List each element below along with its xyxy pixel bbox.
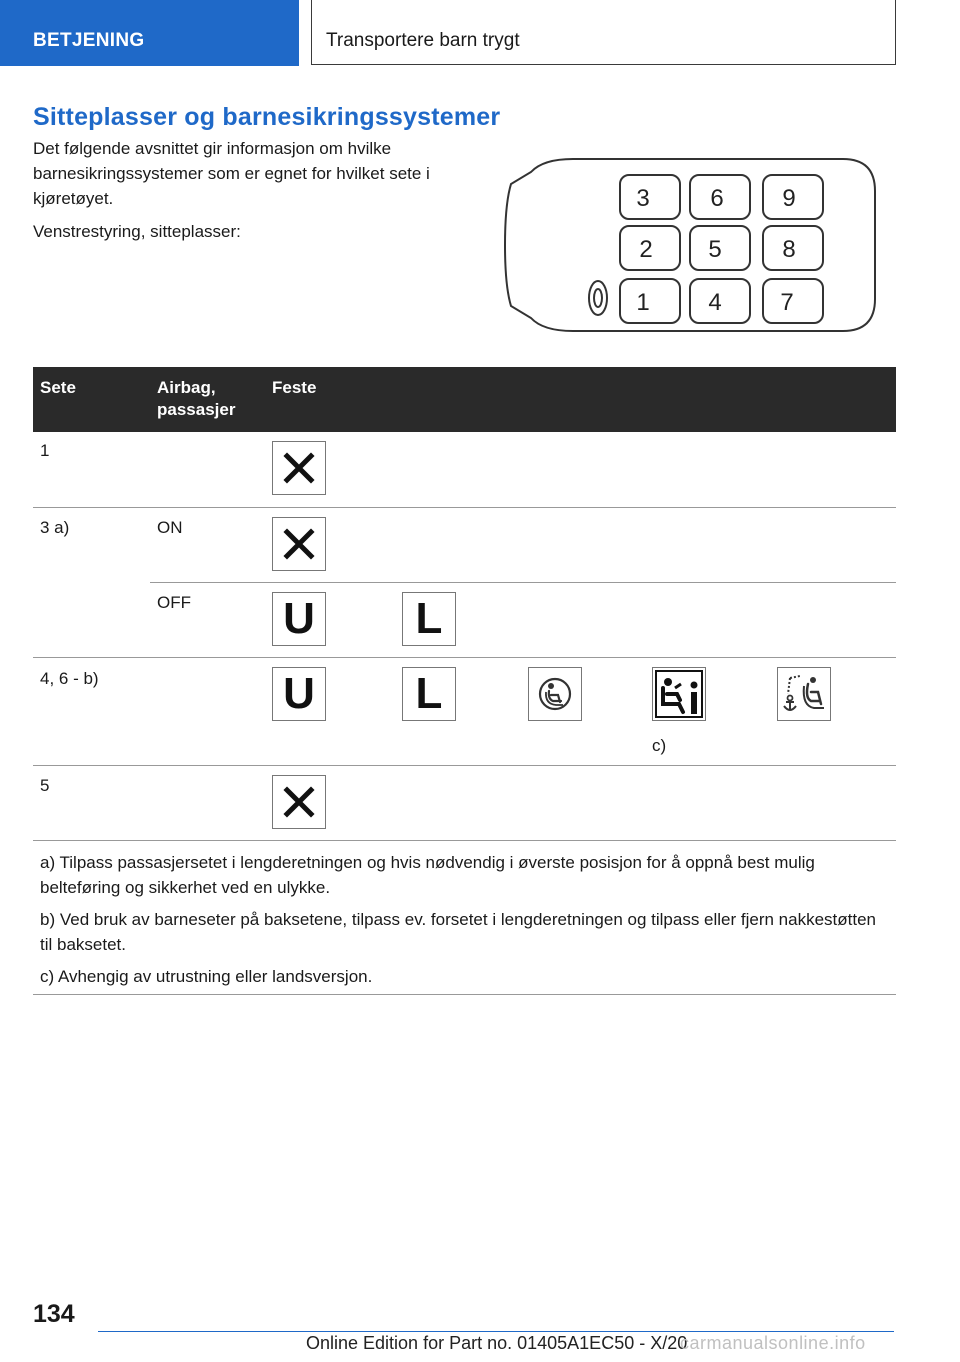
isofix-anchor-icon (777, 667, 831, 721)
row-3-airbag-on: ON (157, 518, 183, 537)
page-heading: Sitteplasser og barnesikringssystemer (33, 103, 501, 131)
seat-3-box (620, 175, 680, 219)
seat-6-number: 6 (710, 185, 724, 212)
row-3-airbag-off: OFF (157, 593, 191, 612)
not-suitable-icon (272, 441, 326, 495)
chapter-title: Transportere barn trygt (311, 0, 896, 65)
footnote-c: c) Avhengig av utrustning eller landsversjon. (40, 967, 373, 986)
seat-2-number: 2 (639, 236, 653, 263)
not-suitable-icon (272, 517, 326, 571)
watermark: carmanualsonline.info (680, 1333, 866, 1353)
seat-8-number: 8 (782, 236, 796, 263)
seat-layout-diagram (503, 156, 879, 334)
universal-u-icon (272, 667, 326, 721)
row-5-sete: 5 (40, 776, 50, 795)
footnote-c-marker: c) (652, 736, 667, 755)
row-divider (33, 507, 896, 508)
row-divider (150, 582, 896, 583)
table-bottom-divider (33, 994, 896, 995)
footnote-a: a) Tilpass passasjersetet i lengderetningen og hvis nødvendig i øverste posisjon for å oppnå best mulig belteføring og sikkerhet ved en ulykke. (40, 853, 815, 897)
intro-paragraph: Det følgende avsnittet gir informasjon om hvilke barnesikringssystemer som er egnet for hvilket sete i kjøretøyet. (33, 139, 430, 208)
page-number: 134 (33, 1300, 75, 1328)
row-1-sete: 1 (40, 441, 50, 460)
seat-1-number: 1 (636, 289, 650, 316)
row-divider (33, 657, 896, 658)
u-letter: U (283, 669, 315, 718)
edition-text: Online Edition for Part no. 01405A1EC50 - X/20 (306, 1333, 688, 1353)
u-letter: U (283, 594, 315, 643)
footnote-b: b) Ved bruk av barneseter på baksetene, tilpass ev. forsetet i lengderetningen og tilpass eller fjern nakkestøtten til baksetet. (40, 910, 877, 954)
steering-wheel-icon (589, 281, 607, 315)
page-header (0, 0, 960, 66)
semi-universal-l-icon (402, 592, 456, 646)
child-seat-isofix-icon (528, 667, 582, 721)
seat-9-number: 9 (782, 185, 796, 212)
seat-7-number: 7 (780, 289, 794, 316)
column-header-sete: Sete (40, 378, 76, 397)
seat-1-box (620, 279, 680, 323)
row-4-6-sete: 4, 6 - b) (40, 669, 99, 688)
not-suitable-icon (272, 775, 326, 829)
row-divider (33, 840, 896, 841)
column-header-feste: Feste (272, 378, 317, 397)
child-seat-info-icon (652, 667, 706, 721)
row-3-sete: 3 a) (40, 518, 70, 537)
row-divider (33, 765, 896, 766)
table-header (33, 367, 896, 432)
seat-5-number: 5 (708, 236, 722, 263)
section-label: BETJENING (0, 0, 299, 66)
l-letter: L (415, 594, 443, 643)
l-letter: L (415, 669, 443, 718)
seat-3-number: 3 (636, 185, 650, 212)
seat-4-number: 4 (708, 289, 722, 316)
intro-paragraph-seating: Venstrestyring, sitteplasser: (33, 222, 241, 241)
semi-universal-l-icon (402, 667, 456, 721)
intro-text (33, 136, 453, 252)
universal-u-icon (272, 592, 326, 646)
footer-rule (98, 1331, 894, 1332)
column-header-airbag: Airbag, passasjer (157, 378, 236, 419)
